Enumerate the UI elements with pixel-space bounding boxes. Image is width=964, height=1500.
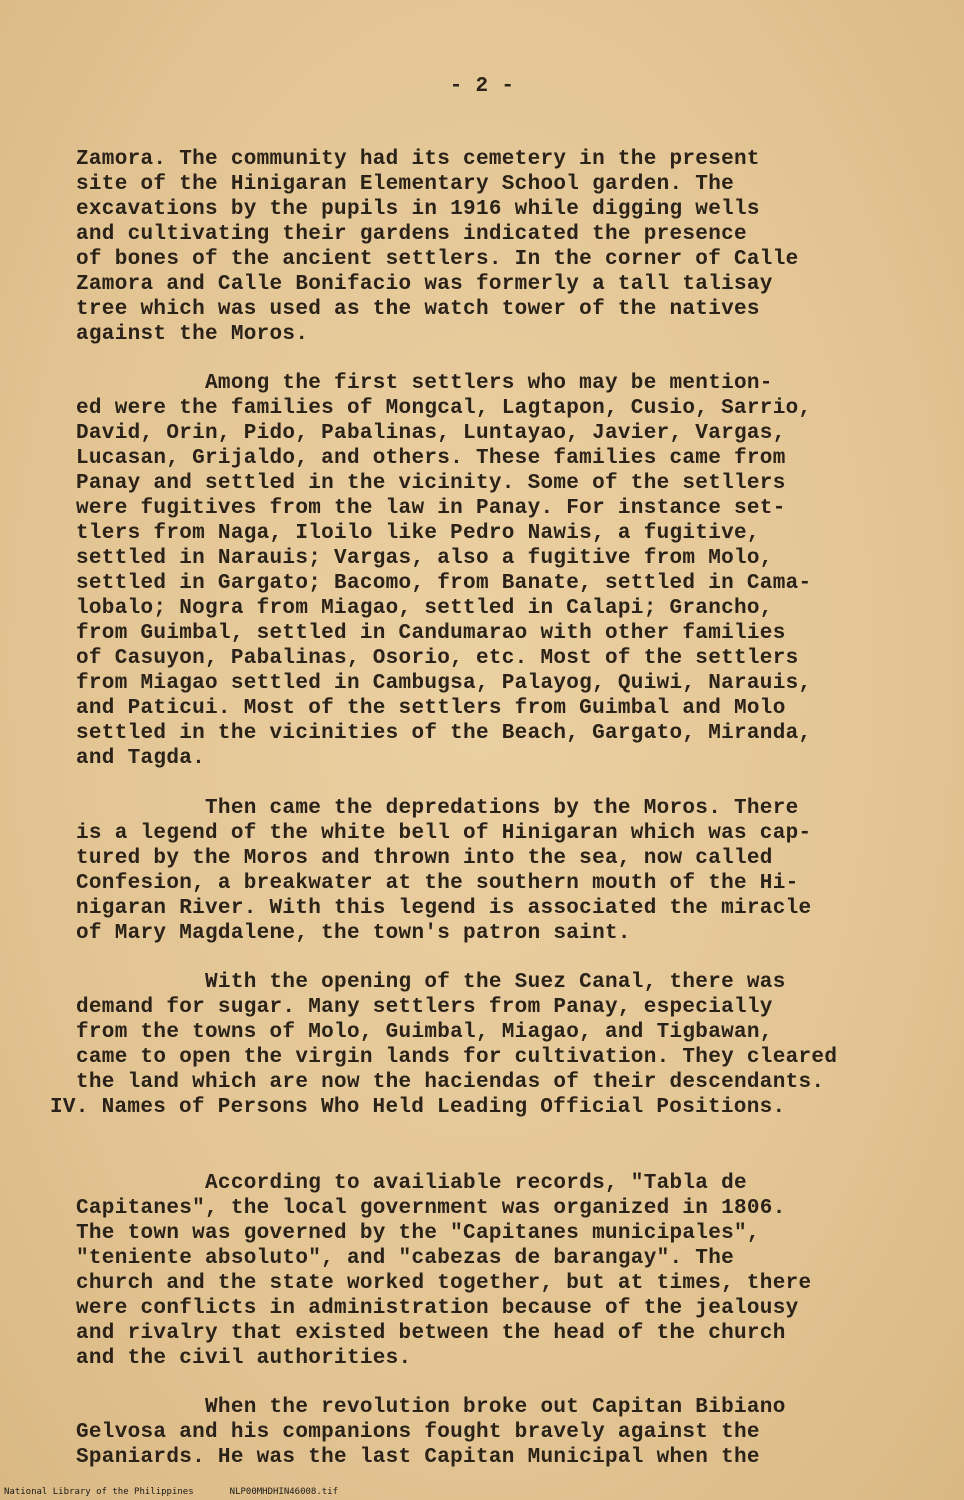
- text-line: site of the Hinigaran Elementary School garden. The: [76, 173, 735, 196]
- text-line: Panay and settled in the vicinity. Some of the setllers: [76, 472, 786, 495]
- text-line: tlers from Naga, Iloilo like Pedro Nawis, a fugitive,: [76, 522, 760, 545]
- text-line: were fugitives from the law in Panay. For instance set-: [76, 497, 786, 520]
- text-line: Lucasan, Grijaldo, and others. These families came from: [76, 447, 786, 470]
- text-line: David, Orin, Pido, Pabalinas, Luntayao, Javier, Vargas,: [76, 422, 786, 445]
- text-line: is a legend of the white bell of Hinigaran which was cap-: [76, 822, 812, 845]
- text-line: and Paticui. Most of the settlers from Guimbal and Molo: [76, 697, 786, 720]
- text-line: and the civil authorities.: [76, 1347, 412, 1370]
- paragraph-first-settlers: [76, 346, 811, 771]
- paragraph-revolution: [76, 1370, 786, 1470]
- text-line: excavations by the pupils in 1916 while digging wells: [76, 198, 760, 221]
- text-line: settled in Narauis; Vargas, also a fugitive from Molo,: [76, 547, 773, 570]
- text-line: were conflicts in administration because of the jealousy: [76, 1297, 799, 1320]
- text-line: With the opening of the Suez Canal, there was: [76, 971, 786, 994]
- text-line: of Casuyon, Pabalinas, Osorio, etc. Most of the settlers: [76, 647, 799, 670]
- scan-footer: [4, 1487, 374, 1498]
- text-line: settled in the vicinities of the Beach, Gargato, Miranda,: [76, 722, 812, 745]
- text-line: When the revolution broke out Capitan Bibiano: [76, 1396, 786, 1419]
- text-line: tree which was used as the watch tower of the natives: [76, 298, 760, 321]
- text-line: from Miagao settled in Cambugsa, Palayog, Quiwi, Narauis,: [76, 672, 812, 695]
- text-line: lobalo; Nogra from Miagao, settled in Calapi; Grancho,: [76, 597, 773, 620]
- text-line: church and the state worked together, but at times, there: [76, 1272, 812, 1295]
- text-line: Gelvosa and his companions fought bravely against the: [76, 1421, 760, 1444]
- text-line: and rivalry that existed between the head of the church: [76, 1322, 786, 1345]
- footer-filename: NLP00MHDHIN46008.tif: [229, 1487, 339, 1497]
- text-line: of bones of the ancient settlers. In the corner of Calle: [76, 248, 799, 271]
- paragraph-suez-canal: [76, 945, 837, 1095]
- text-line: Zamora. The community had its cemetery in the present: [76, 148, 760, 171]
- text-line: Zamora and Calle Bonifacio was formerly a tall talisay: [76, 273, 773, 296]
- footer-library: National Library of the Philippines: [4, 1487, 194, 1497]
- text-line: Confesion, a breakwater at the southern mouth of the Hi-: [76, 872, 799, 895]
- text-line: Spaniards. He was the last Capitan Municipal when the: [76, 1446, 760, 1469]
- text-line: Then came the depredations by the Moros. There: [76, 797, 799, 820]
- text-line: demand for sugar. Many settlers from Panay, especially: [76, 996, 773, 1019]
- text-line: from Guimbal, settled in Candumarao with other families: [76, 622, 786, 645]
- text-line: According to availiable records, "Tabla de: [76, 1172, 747, 1195]
- text-line: of Mary Magdalene, the town's patron saint.: [76, 922, 631, 945]
- text-line: tured by the Moros and thrown into the sea, now called: [76, 847, 773, 870]
- text-line: settled in Gargato; Bacomo, from Banate, settled in Cama-: [76, 572, 812, 595]
- text-line: came to open the virgin lands for cultivation. They cleared: [76, 1046, 838, 1069]
- text-line: The town was governed by the "Capitanes municipales",: [76, 1222, 760, 1245]
- text-line: and cultivating their gardens indicated the presence: [76, 223, 747, 246]
- section-heading: IV. Names of Persons Who Held Leading Official Positions.: [50, 1096, 786, 1119]
- paragraph-local-government: [76, 1146, 811, 1371]
- text-line: Capitanes", the local government was organized in 1806.: [76, 1197, 786, 1220]
- text-line: the land which are now the haciendas of their descendants.: [76, 1071, 825, 1094]
- page-number: - 2 -: [449, 75, 515, 98]
- paragraph-moro-depredations: [76, 771, 811, 946]
- text-line: against the Moros.: [76, 323, 309, 346]
- text-line: ed were the families of Mongcal, Lagtapon, Cusio, Sarrio,: [76, 397, 812, 420]
- text-line: and Tagda.: [76, 747, 206, 770]
- text-line: from the towns of Molo, Guimbal, Miagao, and Tigbawan,: [76, 1021, 773, 1044]
- text-line: "teniente absoluto", and "cabezas de barangay". The: [76, 1247, 735, 1270]
- text-line: Among the first settlers who may be mention-: [76, 372, 773, 395]
- text-line: nigaran River. With this legend is associated the miracle: [76, 897, 812, 920]
- paragraph-cemetery: [76, 122, 799, 347]
